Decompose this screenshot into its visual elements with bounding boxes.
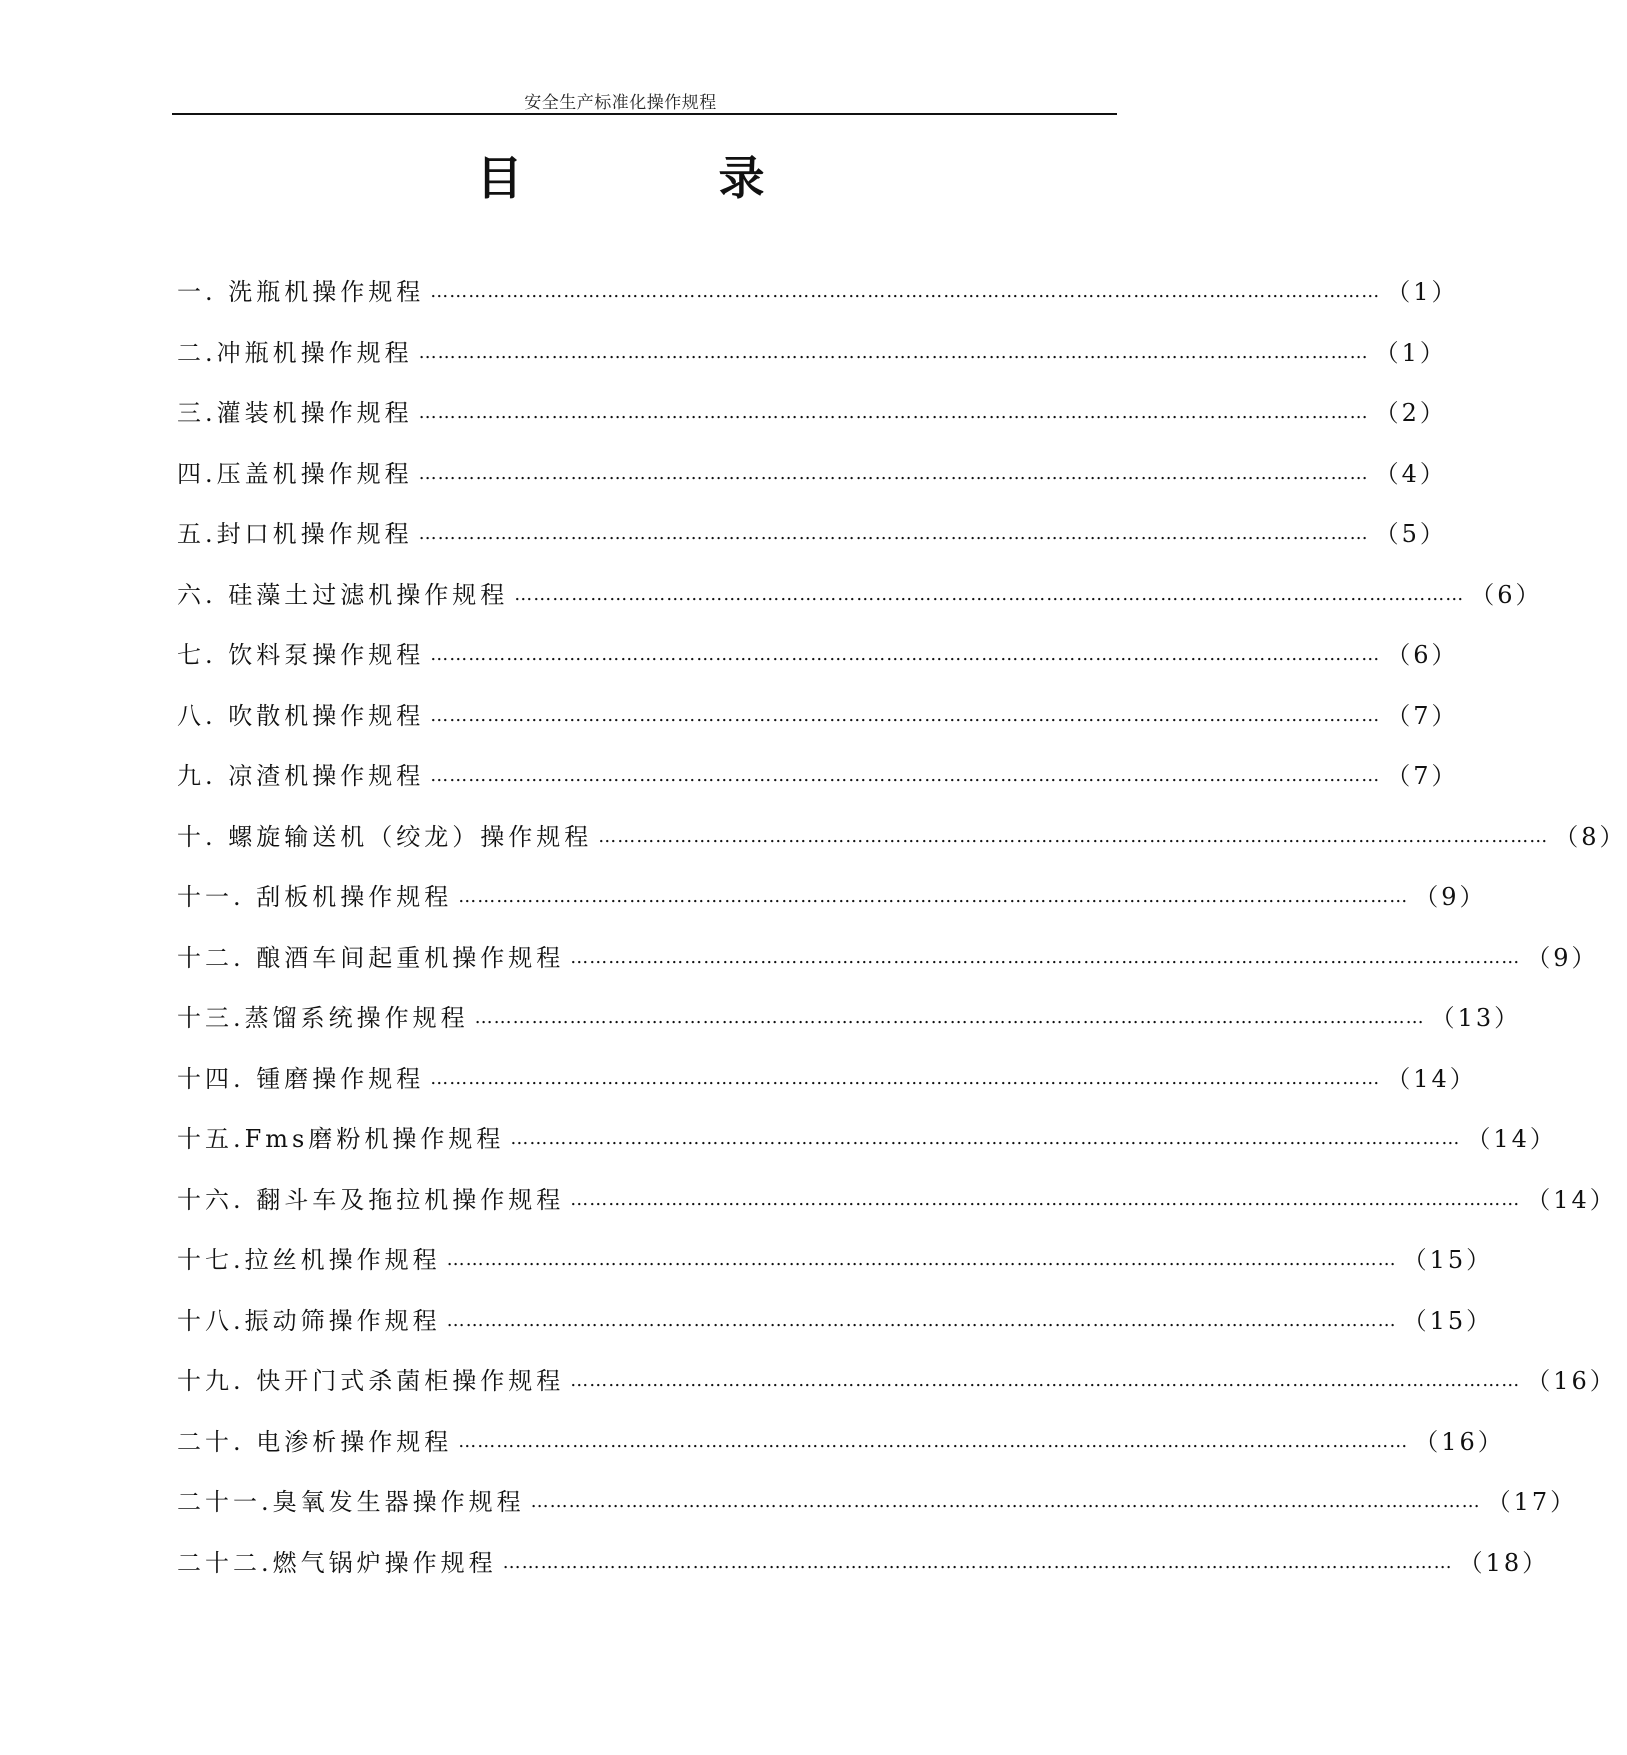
toc-page-number: （9） (1526, 943, 1599, 972)
toc-entry-label: 二十一.臭氧发生器操作规程 (177, 1488, 525, 1516)
toc-leader-dots: …………………………………………………………………………………………………………………………………… (458, 1430, 1409, 1452)
toc-entry-4[interactable] (177, 459, 1447, 521)
toc-leader-dots: …………………………………………………………………………………………………………………………………… (430, 765, 1381, 786)
toc-leader-dots: …………………………………………………………………………………………………………………………………… (418, 341, 1369, 363)
toc-page-number: （16） (1414, 1427, 1505, 1456)
toc-page-number: （1） (1386, 278, 1459, 306)
toc-leader-dots: …………………………………………………………………………………………………………………………………… (570, 946, 1521, 968)
toc-entry-label: 九. 凉渣机操作规程 (177, 762, 425, 790)
toc-entry-13[interactable] (177, 1004, 1522, 1065)
toc-entry-label: 三.灌装机操作规程 (177, 399, 413, 427)
toc-page-number: （7） (1386, 762, 1459, 790)
toc-entry-label: 十三.蒸馏系统操作规程 (177, 1004, 469, 1032)
toc-entry-label: 五.封口机操作规程 (177, 520, 413, 548)
toc-entry-14[interactable] (177, 1064, 1477, 1126)
toc-entry-label: 八. 吹散机操作规程 (177, 701, 425, 730)
toc-page-number: （1） (1374, 338, 1447, 367)
toc-entry-7[interactable] (177, 641, 1459, 702)
toc-page-number: （15） (1402, 1306, 1494, 1335)
page-title: 目 录 (476, 151, 855, 205)
toc-entry-label: 十一. 刮板机操作规程 (177, 883, 453, 911)
toc-leader-dots: …………………………………………………………………………………………………………………………………… (502, 1551, 1453, 1573)
toc-leader-dots: …………………………………………………………………………………………………………………………………… (446, 1249, 1397, 1270)
toc-entry-12[interactable] (177, 943, 1599, 1005)
toc-page-number: （17） (1486, 1488, 1578, 1516)
toc-page-number: （18） (1458, 1548, 1550, 1577)
toc-entry-label: 一. 洗瓶机操作规程 (177, 278, 425, 306)
toc-entry-15[interactable] (177, 1125, 1557, 1186)
toc-leader-dots: …………………………………………………………………………………………………………………………………… (530, 1491, 1481, 1512)
toc-entry-20[interactable] (177, 1427, 1505, 1489)
toc-leader-dots: …………………………………………………………………………………………………………………………………… (430, 704, 1381, 726)
toc-page-number: （14） (1526, 1185, 1617, 1214)
toc-entry-1[interactable] (177, 278, 1459, 339)
toc-entry-label: 七. 饮料泵操作规程 (177, 641, 425, 669)
toc-page-number: （14） (1386, 1064, 1477, 1093)
toc-entry-22[interactable] (177, 1548, 1550, 1610)
toc-page-number: （7） (1386, 701, 1459, 730)
toc-leader-dots: …………………………………………………………………………………………………………………………………… (458, 886, 1409, 907)
toc-entry-label: 二十二.燃气锅炉操作规程 (177, 1548, 497, 1577)
toc-entry-18[interactable] (177, 1306, 1494, 1368)
toc-entry-9[interactable] (177, 762, 1459, 823)
toc-page-number: （8） (1554, 822, 1627, 851)
running-header: 安全生产标准化操作规程 (524, 93, 717, 113)
toc-entry-16[interactable] (177, 1185, 1617, 1247)
toc-entry-label: 六. 硅藻土过滤机操作规程 (177, 580, 509, 609)
toc-entry-17[interactable] (177, 1246, 1494, 1307)
toc-page-number: （4） (1374, 459, 1447, 488)
toc-entry-label: 十. 螺旋输送机（绞龙）操作规程 (177, 822, 593, 851)
toc-entry-8[interactable] (177, 701, 1459, 763)
toc-leader-dots: …………………………………………………………………………………………………………………………………… (570, 1188, 1521, 1210)
toc-page-number: （5） (1374, 520, 1447, 548)
toc-leader-dots: …………………………………………………………………………………………………………………………………… (510, 1128, 1461, 1149)
toc-leader-dots: …………………………………………………………………………………………………………………………………… (430, 644, 1381, 665)
toc-entry-label: 十六. 翻斗车及拖拉机操作规程 (177, 1185, 565, 1214)
toc-leader-dots: …………………………………………………………………………………………………………………………………… (570, 1370, 1521, 1391)
header-rule (172, 113, 1117, 115)
toc-page-number: （15） (1402, 1246, 1494, 1274)
toc-entry-label: 十五.Fms磨粉机操作规程 (177, 1125, 505, 1153)
toc-page-number: （6） (1470, 580, 1543, 609)
toc-entry-11[interactable] (177, 883, 1487, 944)
toc-leader-dots: …………………………………………………………………………………………………………………………………… (418, 523, 1369, 544)
toc-leader-dots: …………………………………………………………………………………………………………………………………… (514, 583, 1465, 605)
toc-entry-label: 十九. 快开门式杀菌柜操作规程 (177, 1367, 565, 1395)
toc-leader-dots: …………………………………………………………………………………………………………………………………… (474, 1007, 1425, 1028)
toc-page-number: （13） (1430, 1004, 1522, 1032)
toc-page-number: （2） (1374, 399, 1447, 427)
toc-entry-21[interactable] (177, 1488, 1578, 1549)
toc-page-number: （16） (1526, 1367, 1617, 1395)
toc-entry-label: 二十. 电渗析操作规程 (177, 1427, 453, 1456)
toc-entry-2[interactable] (177, 338, 1447, 400)
toc-page-number: （6） (1386, 641, 1459, 669)
toc-entry-label: 四.压盖机操作规程 (177, 459, 413, 488)
toc-leader-dots: …………………………………………………………………………………………………………………………………… (418, 462, 1369, 484)
toc-leader-dots: …………………………………………………………………………………………………………………………………… (446, 1309, 1397, 1331)
toc-entry-3[interactable] (177, 399, 1447, 460)
toc-entry-label: 十四. 锺磨操作规程 (177, 1064, 425, 1093)
toc-leader-dots: …………………………………………………………………………………………………………………………………… (430, 281, 1381, 302)
toc-page-number: （9） (1414, 883, 1487, 911)
table-of-contents (177, 278, 1627, 1609)
toc-page-number: （14） (1466, 1125, 1557, 1153)
toc-leader-dots: …………………………………………………………………………………………………………………………………… (430, 1067, 1381, 1089)
toc-entry-label: 十二. 酿酒车间起重机操作规程 (177, 943, 565, 972)
toc-entry-label: 二.冲瓶机操作规程 (177, 338, 413, 367)
toc-entry-5[interactable] (177, 520, 1447, 581)
toc-leader-dots: …………………………………………………………………………………………………………………………………… (418, 402, 1369, 423)
toc-entry-label: 十八.振动筛操作规程 (177, 1306, 441, 1335)
toc-leader-dots: …………………………………………………………………………………………………………………………………… (598, 825, 1549, 847)
toc-entry-19[interactable] (177, 1367, 1617, 1428)
toc-entry-10[interactable] (177, 822, 1627, 884)
toc-entry-6[interactable] (177, 580, 1543, 642)
toc-entry-label: 十七.拉丝机操作规程 (177, 1246, 441, 1274)
